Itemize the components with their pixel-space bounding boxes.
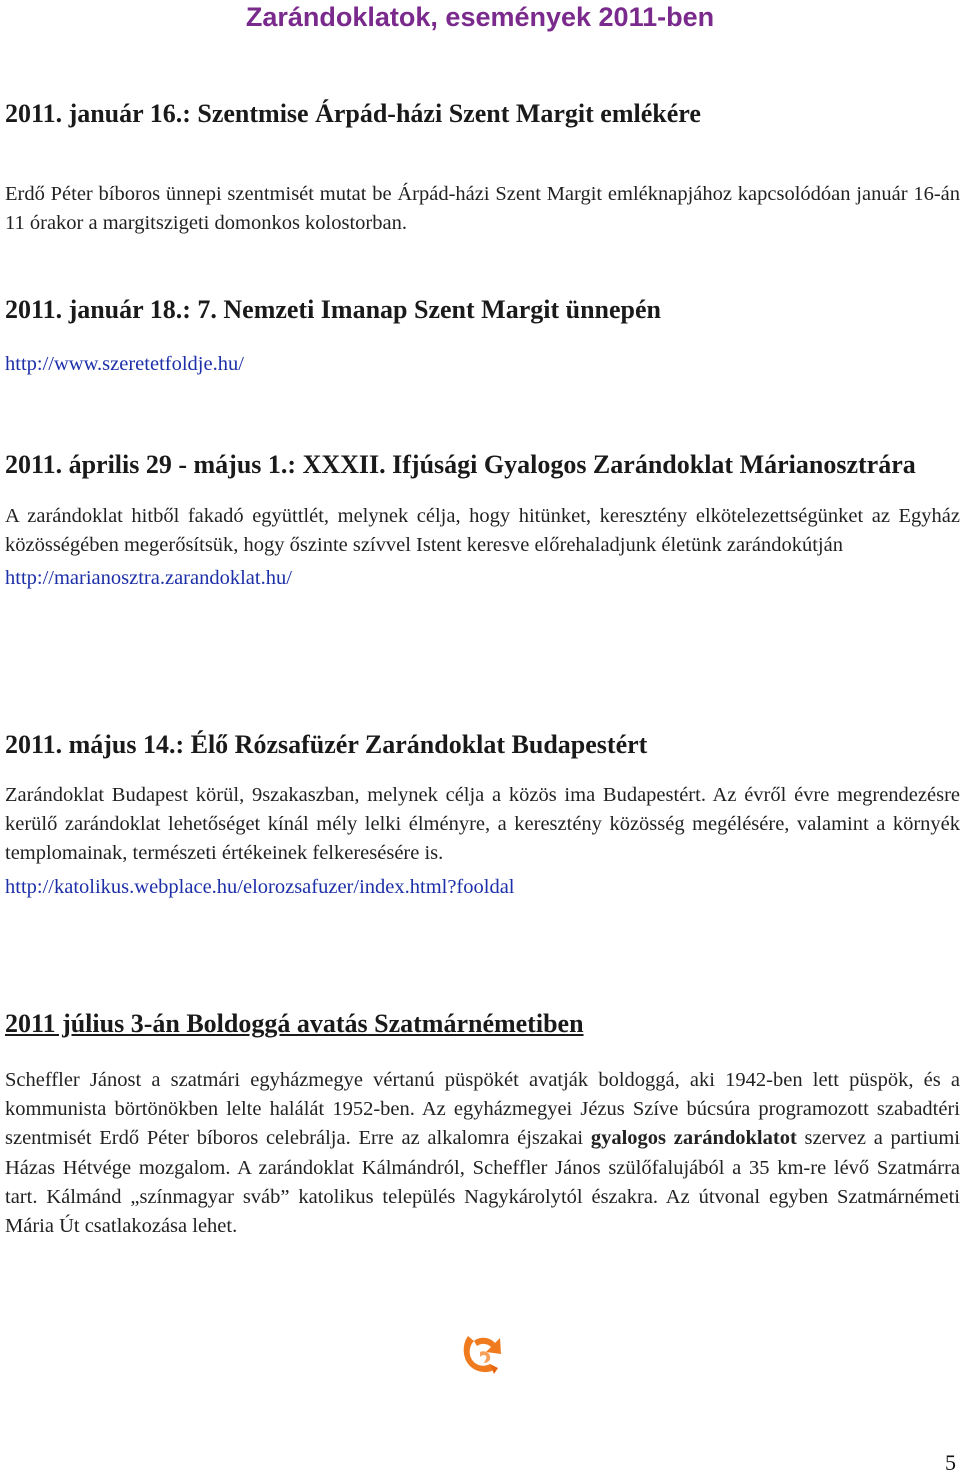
event-link[interactable]: http://www.szeretetfoldje.hu/ bbox=[5, 353, 244, 375]
event-entry-4 bbox=[5, 731, 960, 901]
event-heading: 2011. január 18.: 7. Nemzeti Imanap Szent Margit ünnepén bbox=[5, 295, 662, 324]
event-heading: 2011 július 3-án Boldoggá avatás Szatmárnémetiben bbox=[5, 1009, 584, 1038]
event-heading: 2011. január 16.: Szentmise Árpád-házi Szent Margit emlékére bbox=[5, 99, 701, 128]
event-entry-1 bbox=[5, 100, 960, 238]
orange-swirl-logo-icon bbox=[460, 1332, 502, 1376]
description-bold-text: gyalogos zarándoklatot bbox=[590, 1127, 797, 1150]
event-entry-5 bbox=[5, 1010, 960, 1241]
event-description: Zarándoklat Budapest körül, 9szakaszban, melynek célja a közös ima Budapestért. Az évről évre megrendezésre kerülő zarándoklat lehetőséget kínál mély lelki élményre, a keresztény közösség megélésére, valamint a környék templomainak, természeti értékeinek felkeresésére is. bbox=[5, 784, 960, 865]
event-description: A zarándoklat hitből fakadó együttlét, melynek célja, hogy hitünket, keresztény elkötelezettségünket az Egyház közösségében megerősítsük, hogy őszinte szívvel Istent keresve előrehaladjunk életünk zarándokútján bbox=[5, 505, 960, 557]
event-heading: 2011. április 29 - május 1.: XXXII. Ifjúsági Gyalogos Zarándoklat Márianosztrára bbox=[5, 450, 916, 479]
page-number: 5 bbox=[945, 1450, 956, 1475]
event-link[interactable]: http://marianosztra.zarandoklat.hu/ bbox=[5, 567, 292, 590]
event-description: Erdő Péter bíboros ünnepi szentmisét mutat be Árpád-házi Szent Margit emléknapjához kapcsolódóan január 16-án 11 órakor a margitszigeti domonkos kolostorban. bbox=[5, 183, 960, 235]
event-heading: 2011. május 14.: Élő Rózsafüzér Zarándoklat Budapestért bbox=[5, 730, 648, 759]
event-entry-2 bbox=[5, 296, 960, 378]
description-text: Scheffler Jánost a szatmári egyházmegye vértanú püspökét avatják boldoggá, aki 1942-ben lett püspök, és a kommunista börtönökben lelte halálát 1952-ben. Az egyházmegyei Jézus Szíve búcsúra programozott szabadtéri szentmisét Erdő Péter bíboros celebrálja. Erre az alkalomra éjszakai bbox=[5, 1069, 960, 1150]
page-title: Zarándoklatok, események 2011-ben bbox=[245, 2, 715, 32]
event-link[interactable]: http://katolikus.webplace.hu/elorozsafuzer/index.html?fooldal bbox=[5, 875, 515, 898]
event-entry-3 bbox=[5, 449, 960, 592]
event-description bbox=[5, 1066, 960, 1241]
description-text: szervez a partiumi Házas Hétvége mozgalom. A zarándoklat Kálmándról, Scheffler János szülőfalujából a 35 km-re lévő Szatmárra tart. Kálmánd „színmagyar sváb” katolikus település Nagykárolytól északra. Az útvonal egyben Szatmárnémeti Mária Út csatlakozása lehet. bbox=[5, 1127, 960, 1238]
